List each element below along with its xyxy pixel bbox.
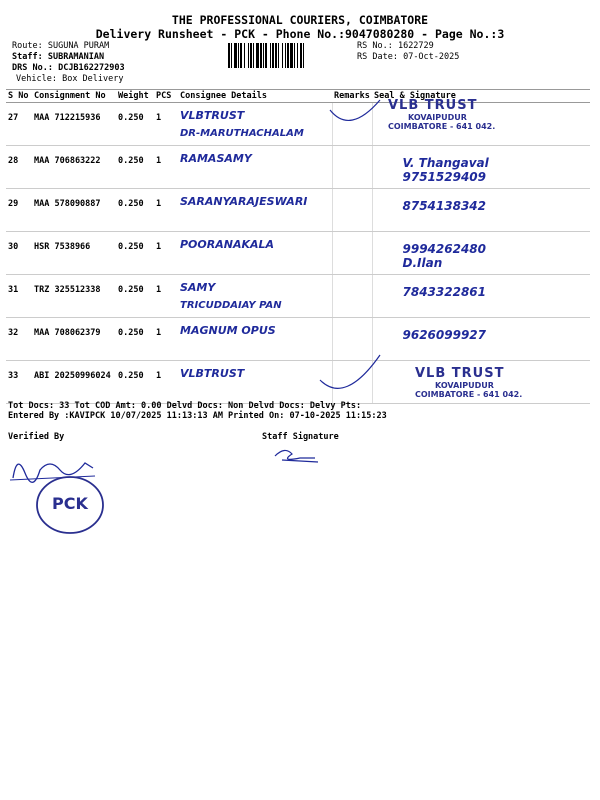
verified-by-label: Verified By — [8, 432, 65, 442]
col-remarks: Remarks — [332, 90, 372, 103]
col-seal: Seal & Signature — [372, 90, 590, 103]
pck-stamp-text: PCK — [52, 494, 88, 513]
signature-text: 7843322861 — [402, 285, 486, 299]
table-row — [6, 275, 590, 318]
cell-seal-signature — [372, 146, 590, 189]
signature-text: 8754138342 — [402, 199, 486, 213]
col-pcs: PCS — [154, 90, 178, 103]
cell-pcs: 1 — [154, 146, 178, 189]
cell-weight: 0.250 — [116, 146, 154, 189]
meta-right — [357, 41, 459, 63]
table-row — [6, 232, 590, 275]
drs-line: DRS No.: DCJB162272903 — [12, 63, 125, 73]
cell-consignment: TRZ 325512338 — [32, 275, 116, 318]
tick-mark-top — [300, 95, 420, 135]
cell-sno: 33 — [6, 361, 32, 404]
company-title: THE PROFESSIONAL COURIERS, COIMBATORE — [171, 13, 429, 27]
staff-line: Staff: SUBRAMANIAN — [12, 52, 105, 62]
consignee-handwritten: POORANAKALA — [180, 238, 275, 251]
cell-sno: 31 — [6, 275, 32, 318]
tick-mark-bottom — [300, 350, 420, 400]
signature-text-extra: 9751529409 — [402, 170, 486, 184]
cell-consignment: HSR 7538966 — [32, 232, 116, 275]
signature-text: V. Thangaval — [402, 156, 489, 170]
cell-pcs: 1 — [154, 275, 178, 318]
cell-remarks — [332, 232, 372, 275]
consignee-handwritten: SAMY — [180, 281, 216, 294]
cell-remarks — [332, 189, 372, 232]
staff-signature-mark — [270, 444, 330, 466]
signature-text: 9994262480 — [402, 242, 486, 256]
cell-sno: 30 — [6, 232, 32, 275]
vlb-stamp-top: VLB TRUST KOVAIPUDUR COIMBATORE - 641 042. — [388, 98, 496, 131]
cell-consignee — [178, 232, 332, 275]
table-row — [6, 146, 590, 189]
footer-line1: Tot Docs: 33 Tot COD Amt: 0.00 Delvd Docs: Non Delvd Docs: Delvy Pts: — [8, 401, 362, 411]
cell-weight: 0.250 — [116, 318, 154, 361]
cell-remarks — [332, 275, 372, 318]
cell-seal-signature — [372, 232, 590, 275]
cell-weight: 0.250 — [116, 232, 154, 275]
cell-sno: 27 — [6, 103, 32, 146]
signature-text-extra: D.Ilan — [402, 256, 443, 270]
consignee-handwritten: VLBTRUST — [180, 109, 245, 122]
cell-weight: 0.250 — [116, 189, 154, 232]
cell-sno: 29 — [6, 189, 32, 232]
cell-remarks — [332, 146, 372, 189]
cell-consignee — [178, 146, 332, 189]
col-consignment: Consignment No — [32, 90, 116, 103]
consignee-handwritten: RAMASAMY — [180, 152, 252, 165]
cell-pcs: 1 — [154, 103, 178, 146]
table-row — [6, 318, 590, 361]
cell-seal-signature — [372, 189, 590, 232]
runsheet-subtitle: Delivery Runsheet - PCK - Phone No.:9047080280 - Page No.:3 — [95, 27, 505, 41]
cell-weight: 0.250 — [116, 361, 154, 404]
consignee-handwritten-extra: TRICUDDAIAY PAN — [180, 300, 282, 311]
runsheet-table — [6, 89, 590, 404]
cell-pcs: 1 — [154, 232, 178, 275]
cell-sno: 28 — [6, 146, 32, 189]
cell-pcs: 1 — [154, 189, 178, 232]
consignee-handwritten: MAGNUM OPUS — [180, 324, 276, 337]
cell-weight: 0.250 — [116, 275, 154, 318]
route-line: Route: SUGUNA PURAM — [12, 41, 110, 51]
col-sno: S No — [6, 90, 32, 103]
cell-weight: 0.250 — [116, 103, 154, 146]
col-weight: Weight — [116, 90, 154, 103]
footer-line2: Entered By :KAVIPCK 10/07/2025 11:13:13 AM Printed On: 07-10-2025 11:15:23 — [8, 411, 387, 421]
cell-consignment: ABI 20250996024 — [32, 361, 116, 404]
table-row — [6, 189, 590, 232]
cell-consignee — [178, 275, 332, 318]
barcode — [228, 43, 352, 68]
signature-text: 9626099927 — [402, 328, 486, 342]
cell-pcs: 1 — [154, 318, 178, 361]
cell-pcs: 1 — [154, 361, 178, 404]
vehicle-line: Vehicle: Box Delivery — [16, 74, 124, 84]
cell-consignee — [178, 189, 332, 232]
cell-consignment: MAA 578090887 — [32, 189, 116, 232]
consignee-handwritten: SARANYARAJESWARI — [180, 195, 308, 208]
vlb-stamp-bottom: VLB TRUST KOVAIPUDUR COIMBATORE - 641 042. — [415, 366, 523, 399]
cell-consignment: MAA 706863222 — [32, 146, 116, 189]
rs-no-line: RS No.: 1622729 — [357, 41, 434, 51]
cell-consignment: MAA 712215936 — [32, 103, 116, 146]
rs-date-line: RS Date: 07-Oct-2025 — [357, 52, 460, 62]
cell-consignment: MAA 708062379 — [32, 318, 116, 361]
cell-sno: 32 — [6, 318, 32, 361]
consignee-handwritten-extra: DR-MARUTHACHALAM — [180, 128, 304, 139]
staff-signature-label: Staff Signature — [262, 432, 339, 442]
consignee-handwritten: VLBTRUST — [180, 367, 245, 380]
col-consignee: Consignee Details — [178, 90, 332, 103]
cell-seal-signature — [372, 275, 590, 318]
meta-left — [12, 41, 125, 85]
